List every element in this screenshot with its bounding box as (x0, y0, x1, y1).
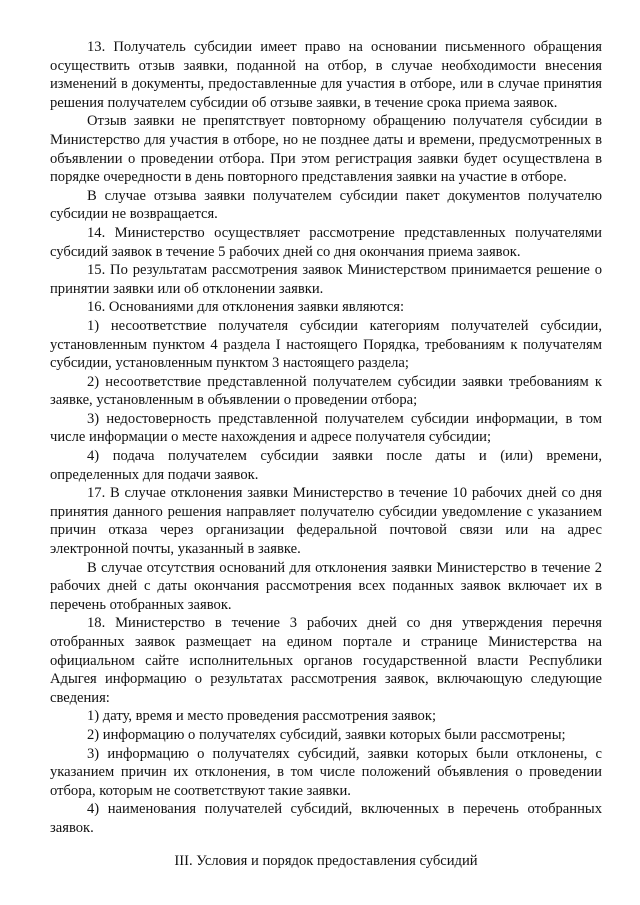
list-item-16-2: 2) несоответствие представленной получателем субсидии заявки требованиям к заявке, установленным в объявлении о проведении отбора; (50, 373, 602, 409)
paragraph-14: 14. Министерство осуществляет рассмотрение представленных получателями субсидий заявок в течение 5 рабочих дней со дня окончания приема заявок. (50, 224, 602, 260)
list-item-16-4: 4) подача получателем субсидии заявки после даты и (или) времени, определенных для подачи заявок. (50, 448, 602, 483)
paragraph-16: 16. Основаниями для отклонения заявки являются: (87, 299, 405, 316)
list-item-18-4: 4) наименования получателей субсидий, включенных в перечень отобранных заявок. (50, 801, 602, 836)
list-item-18-2: 2) информацию о получателях субсидий, заявки которых были рассмотрены; (87, 726, 566, 743)
list-item-16-1: 1) несоответствие получателя субсидии категориям получателей субсидии, установленным пунктом 4 раздела I настоящего Порядка, требованиям к получателям субсидии, установленным пунктом 3 настоящего раздела; (50, 317, 602, 372)
paragraph-documents-not-returned: В случае отзыва заявки получателем субсидии пакет документов получателю субсидии не возвращается. (50, 187, 602, 223)
list-item-18-1: 1) дату, время и место проведения рассмотрения заявок; (87, 708, 436, 725)
paragraph-15: 15. По результатам рассмотрения заявок Министерством принимается решение о принятии заявки или об отклонении заявки. (50, 262, 602, 297)
list-item-18-3: 3) информацию о получателях субсидий, заявки которых были отклонены, с указанием причин их отклонения, в том числе положений объявления о проведении отбора, которым не соответствуют такие заявки. (50, 745, 602, 799)
paragraph-withdrawal-repeat: Отзыв заявки не препятствует повторному обращению получателя субсидии в Министерство для участия в отборе, но не позднее даты и времени, предусмотренных в объявлении о проведении отбора. При этом регистрация заявки будет осуществлена в порядке очередности в день повторного представления заявки на участие в отборе. (50, 113, 602, 186)
list-item-16-3: 3) недостоверность представленной получателем субсидии информации, в том числе информации о месте нахождения и адресе получателя субсидии; (50, 410, 602, 446)
paragraph-13: 13. Получатель субсидии имеет право на основании письменного обращения осуществить отзыв заявки, поданной на отбор, в случае необходимости внесения изменений в документы, предоставленные для участия в отборе, или в случае принятия решения получателем субсидии об отзыве заявки, в течение срока приема заявок. (50, 39, 602, 111)
paragraph-no-grounds: В случае отсутствия оснований для отклонения заявки Министерство в течение 2 рабочих дней с даты окончания рассмотрения всех поданных заявок включает их в перечень отобранных заявок. (50, 559, 602, 613)
paragraph-17: 17. В случае отклонения заявки Министерство в течение 10 рабочих дней со дня принятия данного решения направляет получателю субсидии уведомление с указанием причин отказа через организации федеральной почтовой связи или на адрес электронной почты, указанный в заявке. (50, 485, 602, 558)
section-heading: III. Условия и порядок предоставления субсидий (174, 852, 478, 869)
document-page (50, 38, 602, 870)
paragraph-18: 18. Министерство в течение 3 рабочих дней со дня утверждения перечня отобранных заявок размещает на едином портале и странице Министерства на официальном сайте исполнительных органов государственной власти Республики Адыгея информацию о результатах рассмотрения заявок, включающую следующие сведения: (50, 615, 602, 706)
